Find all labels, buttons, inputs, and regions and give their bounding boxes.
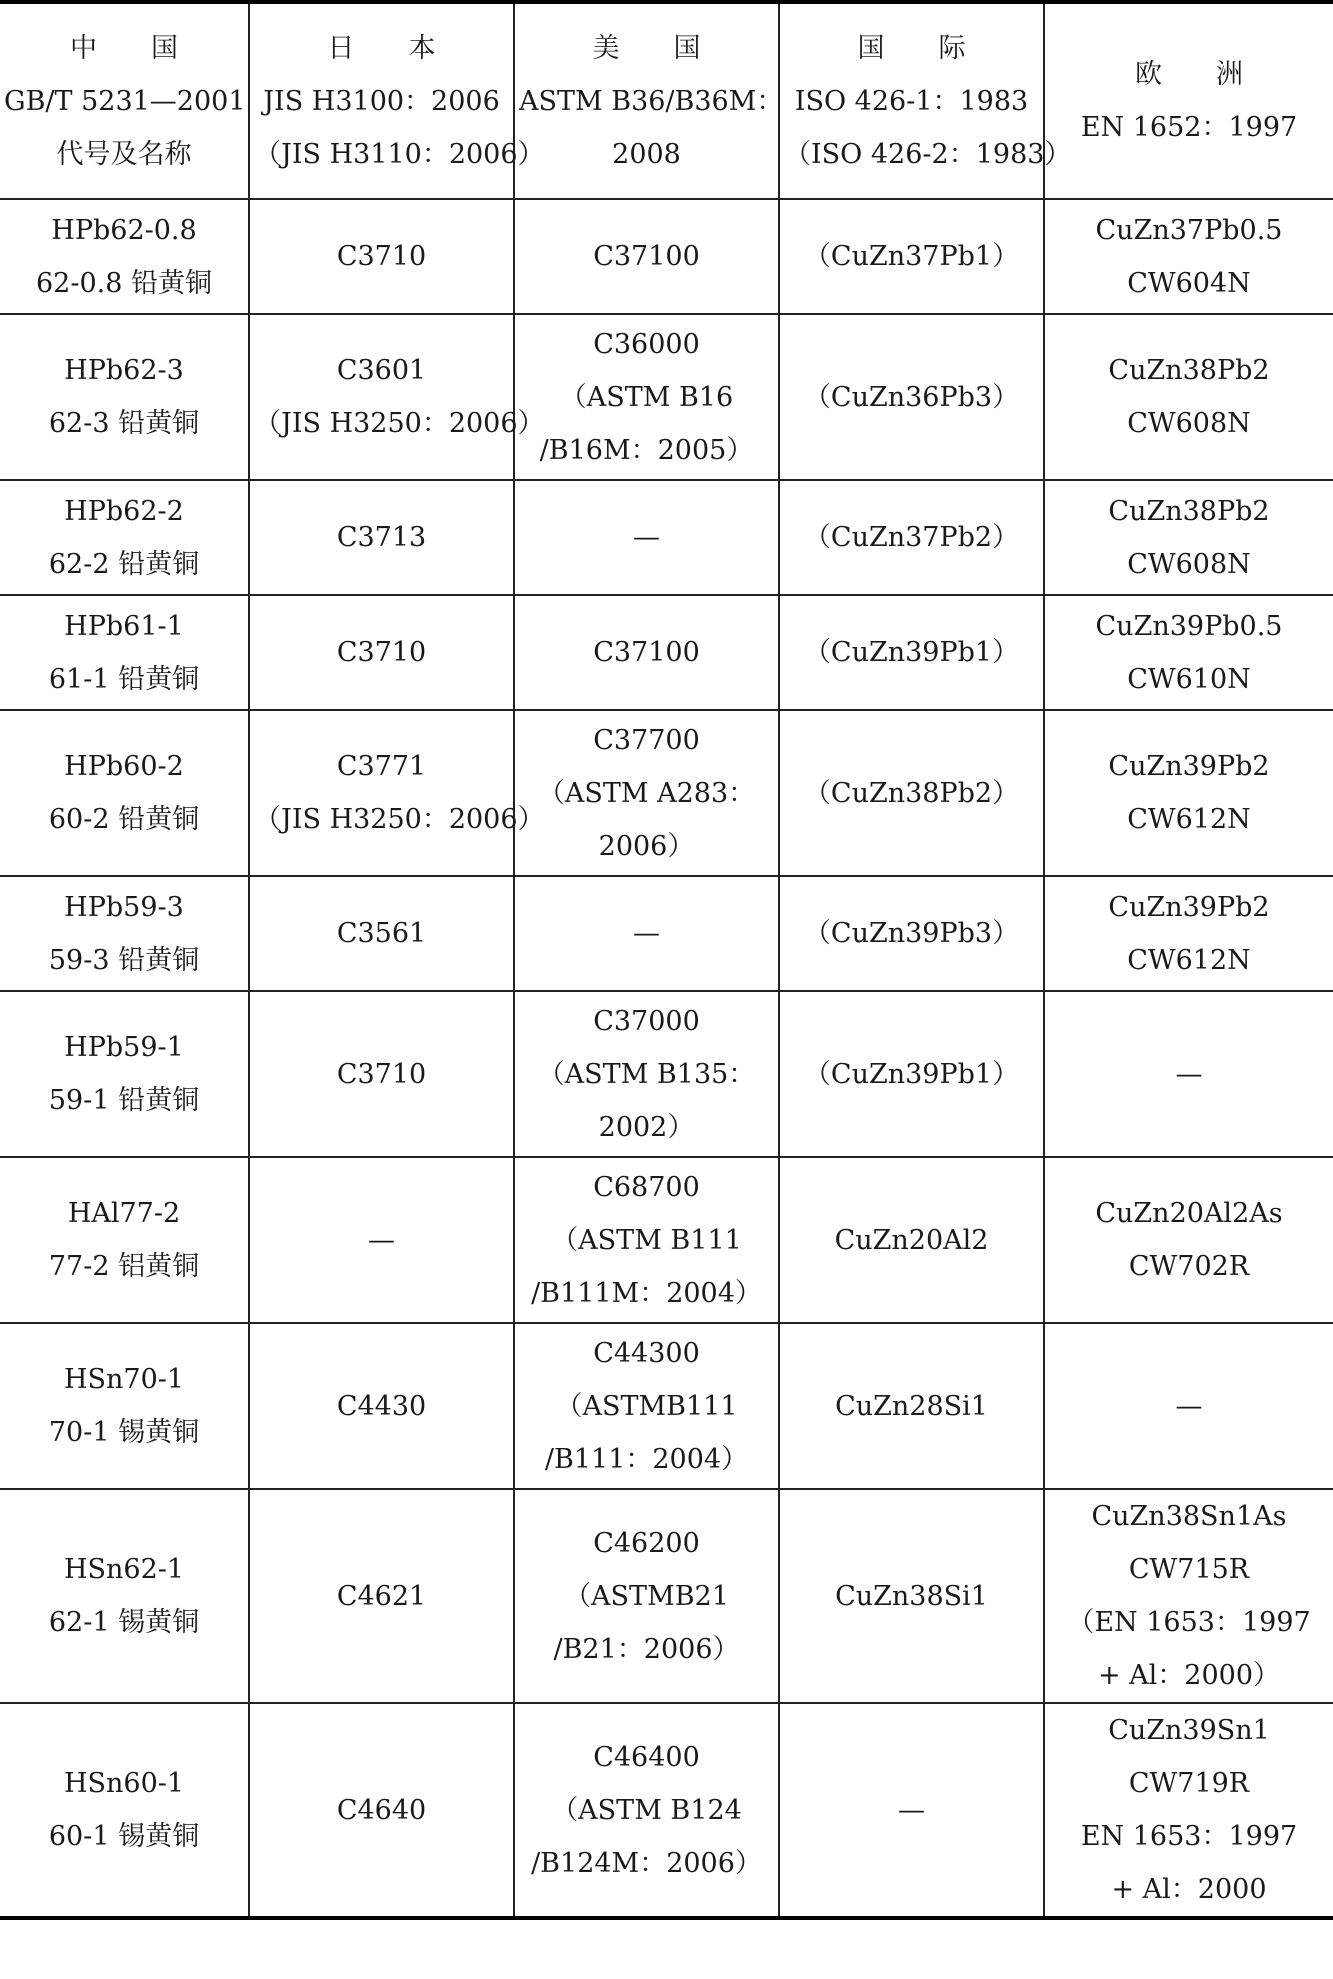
cell-china-grade [0,314,249,480]
cell-line: CuZn37Pb0.5 [1095,214,1283,246]
cell-line: CuZn39Pb2 [1108,891,1270,923]
cell-line: CW612N [1127,944,1251,976]
cell-line: HPb60-2 [64,751,184,782]
cell-usa [514,710,779,876]
cell-line: C3710 [336,637,427,668]
cell-line: C3601 [336,355,427,386]
cell-usa [514,199,779,314]
cell-china-grade [0,1703,249,1918]
cell-line: HPb61-1 [64,610,184,642]
cell-line: CW702R [1128,1251,1250,1282]
table-row [0,991,1333,1157]
header-line: JIS H3100：2006 [263,85,500,117]
cell-line: CuZn39Pb2 [1108,751,1270,782]
cell-line: C3710 [336,241,427,272]
cell-line: HPb59-1 [64,1032,184,1063]
cell-line: HPb59-3 [64,891,184,923]
cell-line: — [633,522,660,553]
cell-line: CW719R [1128,1768,1250,1799]
cell-international [779,876,1044,991]
header-cell-usa [514,2,784,199]
cell-line: HPb62-2 [64,495,184,527]
cell-europe [1044,1703,1333,1918]
cell-line: C37100 [593,241,700,272]
table-row [0,876,1333,991]
cell-line: HSn62-1 [63,1554,185,1585]
cell-line: /B111M：2004） [531,1277,762,1309]
header-cell-japan [249,2,545,199]
cell-china-grade [0,1323,249,1489]
cell-usa [514,876,779,991]
cell-europe [1044,595,1333,710]
cell-china-grade [0,1157,249,1323]
cell-japan [249,314,545,480]
cell-line: （ASTM A283： [537,777,756,809]
table-row [0,595,1333,710]
cell-europe [1044,991,1333,1157]
cell-international [779,199,1044,314]
cell-line: — [1175,1390,1203,1422]
cell-line: （EN 1653：1997 [1067,1607,1311,1638]
cell-line: — [1175,1058,1203,1090]
cell-china-grade [0,991,249,1157]
header-line: 日 本 [327,32,436,64]
table-row [0,1323,1333,1489]
header-line: 国 际 [857,32,966,64]
cell-line: C4640 [336,1794,427,1826]
cell-usa [514,991,779,1157]
cell-europe [1044,314,1333,480]
header-line: 中 国 [70,32,178,64]
cell-line: CW612N [1127,804,1251,835]
cell-line: CuZn38Si1 [835,1580,988,1612]
cell-line: /B21：2006） [553,1633,740,1665]
header-cell-china [0,2,249,199]
cell-line: C4430 [336,1390,427,1422]
cell-europe [1044,876,1333,991]
cell-japan [249,1489,514,1703]
cell-line: /B111：2004） [544,1443,749,1475]
cell-europe [1044,480,1333,595]
cell-line: CuZn38Sn1As [1091,1501,1287,1532]
cell-line: C3561 [336,918,427,949]
cell-line: C68700 [593,1171,700,1203]
cell-line: HAl77-2 [67,1198,181,1229]
cell-usa [514,314,779,480]
header-line: 代号及名称 [56,138,192,170]
cell-line: CuZn20Al2As [1095,1198,1283,1229]
cell-europe [1044,1157,1333,1323]
cell-line: — [898,1794,925,1826]
header-line: 欧 洲 [1135,59,1243,90]
cell-line: （CuZn36Pb3） [803,381,1020,413]
cell-line: （CuZn37Pb1） [803,241,1020,272]
cell-line: 62-1 锡黄铜 [48,1607,200,1638]
cell-line: 62-2 铅黄铜 [48,548,200,580]
header-line: ISO 426-1：1983 [794,85,1029,117]
header-line: （ISO 426-2：1983） [784,138,1072,170]
cell-china-grade [0,1489,249,1703]
cell-line: C37700 [593,724,700,756]
cell-line: （CuZn38Pb2） [803,777,1020,809]
cell-international [779,991,1044,1157]
table-row [0,1489,1333,1703]
table-row [0,314,1333,480]
cell-line: HPb62-0.8 [51,214,197,246]
table-row [0,1703,1333,1918]
header-line: （JIS H3110：2006） [254,138,545,170]
cell-line: CuZn38Pb2 [1108,495,1270,527]
cell-line: — [633,918,660,949]
cell-line: C3713 [336,522,427,553]
cell-usa [514,1323,779,1489]
cell-line: CW608N [1127,548,1251,580]
table-row [0,1157,1333,1323]
cell-international [779,595,1044,710]
cell-china-grade [0,876,249,991]
cell-international [779,1323,1044,1489]
cell-line: （CuZn39Pb1） [803,637,1020,668]
table-row [0,199,1333,314]
cell-japan [249,595,514,710]
cell-line: 77-2 铝黄铜 [48,1251,200,1282]
cell-japan [249,710,545,876]
cell-line: CW610N [1127,663,1251,695]
cell-line: + Al：2000 [1111,1874,1267,1905]
cell-china-grade [0,595,249,710]
cell-japan [249,991,514,1157]
cell-line: （ASTM B16 [559,381,734,413]
cell-international [779,480,1044,595]
cell-line: （CuZn39Pb1） [803,1058,1020,1090]
cell-line: EN 1653：1997 [1080,1821,1298,1852]
cell-line: HPb62-3 [64,355,184,386]
cell-line: CuZn39Sn1 [1108,1715,1270,1746]
cell-line: （ASTM B135： [537,1058,756,1090]
cell-line: 2006） [598,830,695,862]
cell-line: C36000 [593,328,700,360]
cell-line: 62-3 铅黄铜 [48,408,200,439]
cell-china-grade [0,480,249,595]
cell-line: 70-1 锡黄铜 [48,1417,200,1448]
cell-line: 59-1 铅黄铜 [48,1085,200,1116]
cell-line: （CuZn37Pb2） [803,522,1020,553]
cell-line: （ASTMB21 [564,1580,729,1612]
cell-line: CW715R [1128,1554,1250,1585]
cell-line: C46200 [593,1527,700,1559]
table-body [0,2,1333,1918]
cell-china-grade [0,710,249,876]
header-line: 2008 [612,138,681,170]
cell-europe [1044,710,1333,876]
cell-line: HSn70-1 [63,1364,185,1395]
cell-japan [249,199,514,314]
cell-line: 60-1 锡黄铜 [48,1821,200,1852]
cell-line: （CuZn39Pb3） [803,918,1020,949]
cell-china-grade [0,199,249,314]
cell-usa [514,595,779,710]
cell-line: CW608N [1127,408,1251,439]
cell-line: C46400 [593,1741,700,1773]
cell-line: CuZn38Pb2 [1108,355,1270,386]
cell-japan [249,1323,514,1489]
table-row [0,480,1333,595]
header-line: ASTM B36/B36M： [519,85,784,117]
cell-line: + Al：2000） [1097,1660,1281,1691]
cell-line: 62-0.8 铅黄铜 [35,267,212,299]
cell-line: C4621 [336,1580,427,1612]
cell-line: C37100 [593,637,700,668]
table-row [0,710,1333,876]
header-line: EN 1652：1997 [1080,112,1298,143]
cell-line: （JIS H3250：2006） [254,408,545,439]
header-cell-europe [1044,2,1333,199]
cell-line: /B124M：2006） [531,1847,762,1879]
cell-europe [1044,199,1333,314]
cell-usa [514,1157,779,1323]
cell-international [779,1157,1044,1323]
cell-usa [514,1703,779,1918]
cell-europe [1044,1489,1333,1703]
cell-line: 59-3 铅黄铜 [48,944,200,976]
cell-line: 60-2 铅黄铜 [48,804,200,835]
cell-line: C3771 [336,751,427,782]
cell-line: 2002） [598,1111,695,1143]
cell-international [779,314,1044,480]
cell-international [779,1703,1044,1918]
cell-line: CW604N [1127,267,1251,299]
cell-japan [249,1703,514,1918]
cell-international [779,1489,1044,1703]
cell-line: /B16M：2005） [539,434,754,466]
cell-japan [249,1157,514,1323]
cell-line: （ASTM B124 [551,1794,742,1826]
header-line: 美 国 [592,32,701,64]
cell-line: （JIS H3250：2006） [254,804,545,835]
cell-line: CuZn39Pb0.5 [1095,610,1283,642]
cell-japan [249,480,514,595]
cell-line: HSn60-1 [63,1768,185,1799]
cell-line: CuZn20Al2 [834,1224,989,1256]
cell-line: C3710 [336,1058,427,1090]
cell-line: C44300 [593,1337,700,1369]
cell-line: （ASTMB111 [555,1390,738,1422]
cell-line: （ASTM B111 [551,1224,742,1256]
cell-line: — [368,1224,395,1256]
cell-japan [249,876,514,991]
cell-international [779,710,1044,876]
cell-usa [514,1489,779,1703]
cell-line: CuZn28Si1 [835,1390,988,1422]
header-cell-international [779,2,1072,199]
header-line: GB/T 5231—2001 [4,85,246,117]
cell-usa [514,480,779,595]
cell-europe [1044,1323,1333,1489]
cell-line: C37000 [593,1005,700,1037]
table-header-row [0,2,1333,199]
cell-line: 61-1 铅黄铜 [48,663,200,695]
